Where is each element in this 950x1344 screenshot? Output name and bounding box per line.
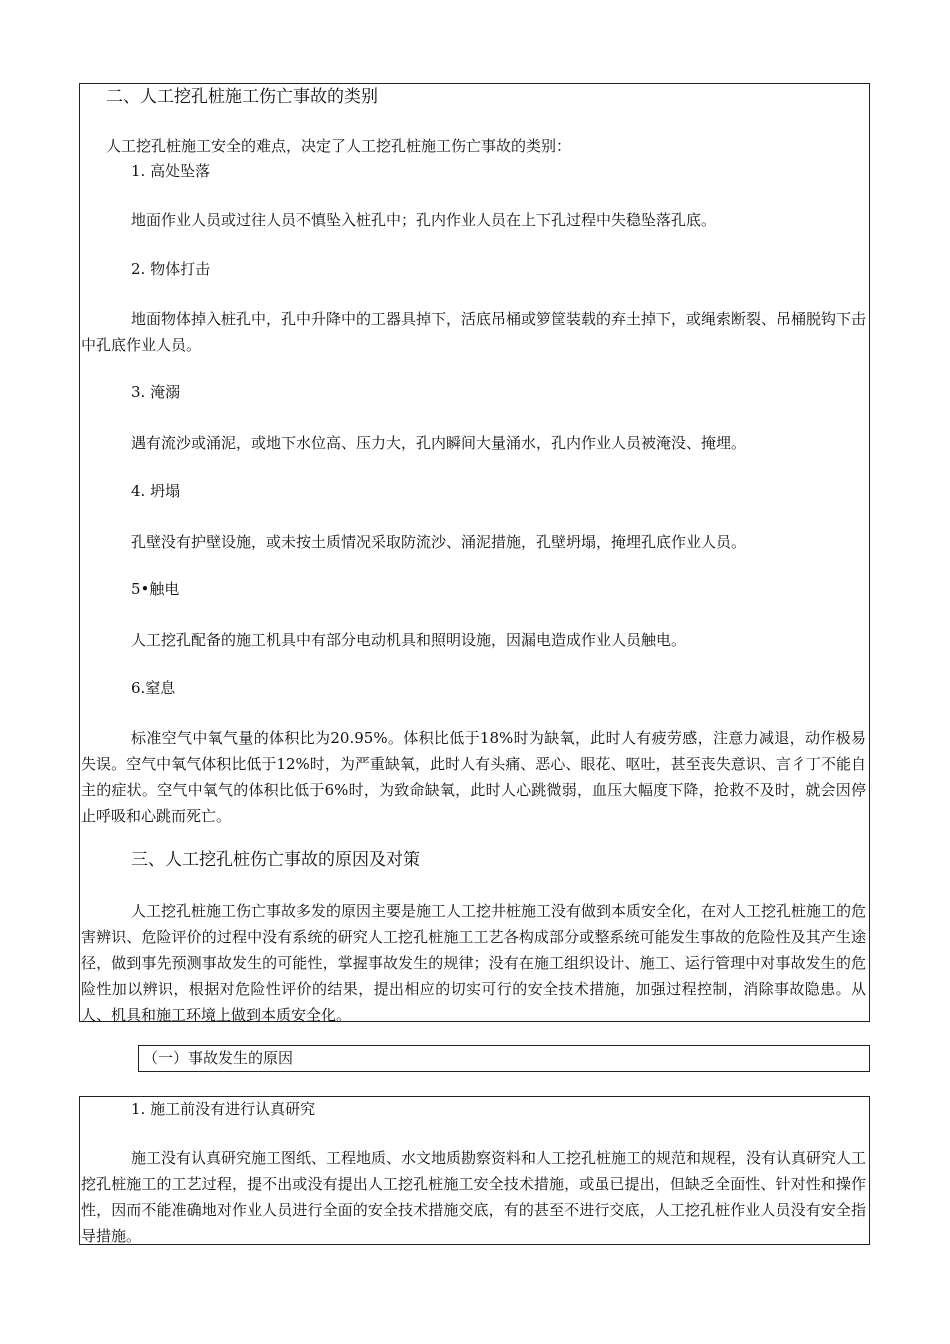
item-text-3: 遇有流沙或涌泥，或地下水位高、压力大，孔内瞬间大量涌水，孔内作业人员被淹没、掩埋。 xyxy=(131,434,747,452)
item-text-4: 孔壁没有护壁设施，或未按土质情况采取防流沙、涌泥措施，孔壁坍塌，掩埋孔底作业人员。 xyxy=(131,533,747,551)
item-title-5: 5•触电 xyxy=(131,580,180,598)
item-title-6: 6.窒息 xyxy=(131,679,176,697)
item-text-5: 人工挖孔配备的施工机具中有部分电动机具和照明设施，因漏电造成作业人员触电。 xyxy=(131,631,687,649)
cause-heading: （一）事故发生的原因 xyxy=(143,1049,294,1067)
section3-text: 人工挖孔桩施工伤亡事故多发的原因主要是施工人工挖井桩施工没有做到本质安全化，在对人工挖孔桩施工的危害辨识、危险评价的过程中没有系统的研究人工挖孔桩施工工艺各构成部分或整系统可能发生事故的危险性及其产生途径，做到事先预测事故发生的可能性，掌握事故发生的规律；没有在施工组织设计、施工、运行管理中对事故发生的危险性加以辨识，根据对危险性评价的结果，提出相应的切实可行的安全技术措施，加强过程控制，消除事故隐患。从人、机具和施工环境上做到本质安全化。 xyxy=(81,902,867,1024)
cause-item-title-1: 1. 施工前没有进行认真研究 xyxy=(131,1100,316,1118)
item-title-1: 1. 高处坠落 xyxy=(131,162,211,180)
item-text-6: 标准空气中氧气量的体积比为20.95%。体积比低于18%时为缺氧，此时人有疲劳感，注意力减退，动作极易失误。空气中氧气体积比低于12%时，为严重缺氧，此时人有头痛、恶心、眼花、呕吐，甚至丧失意识、言彳丁不能自主的症状。空气中氧气的体积比低于6%时，为致命缺氧，此时人心跳微弱，血压大幅度下降，抢救不及时，就会因停止呼吸和心跳而死亡。 xyxy=(81,729,866,825)
section2-heading: 二、人工挖孔桩施工伤亡事故的类别 xyxy=(106,87,378,107)
item-title-4: 4. 坍塌 xyxy=(131,482,181,500)
item-title-2: 2. 物体打击 xyxy=(131,260,211,278)
item-text-1: 地面作业人员或过往人员不慎坠入桩孔中；孔内作业人员在上下孔过程中失稳坠落孔底。 xyxy=(131,211,717,229)
item-text-2: 地面物体掉入桩孔中，孔中升降中的工器具掉下，活底吊桶或箩筐装载的弃土掉下，或绳索断裂、吊桶脱钩下击中孔底作业人员。 xyxy=(81,310,867,354)
item-title-3: 3. 淹溺 xyxy=(131,383,181,401)
section2-intro: 人工挖孔桩施工安全的难点，决定了人工挖孔桩施工伤亡事故的类别： xyxy=(106,137,572,155)
cause-item-text-1: 施工没有认真研究施工图纸、工程地质、水文地质勘察资料和人工挖孔桩施工的规范和规程，没有认真研究人工挖孔桩施工的工艺过程，提不出或没有提出人工挖孔桩施工安全技术措施，或虽已提出，但缺乏全面性、针对性和操作性，因而不能准确地对作业人员进行全面的安全技术措施交底，有的甚至不进行交底，人工挖孔桩作业人员没有安全指导措施。 xyxy=(81,1149,867,1245)
section3-heading: 三、人工挖孔桩伤亡事故的原因及对策 xyxy=(131,850,420,870)
